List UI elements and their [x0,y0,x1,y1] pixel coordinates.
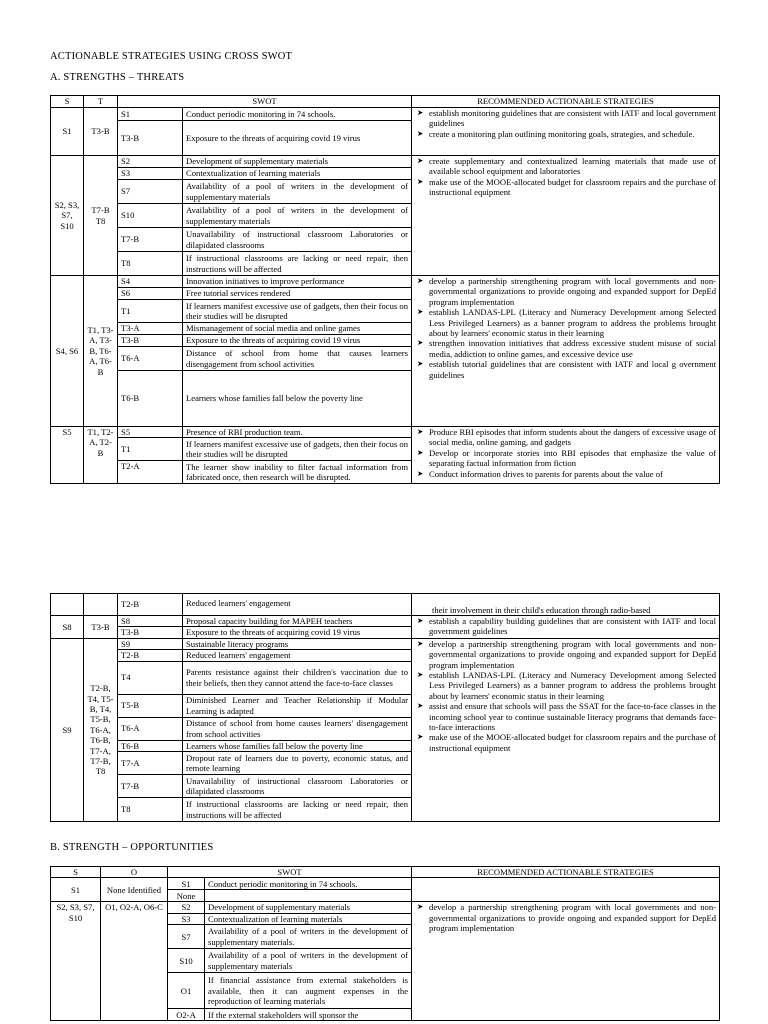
desc-cell: If the external stakeholders will sponsor the [205,1009,412,1021]
desc-cell: Reduced learners' engagement [183,650,412,661]
strategy-item: ➤ strengthen innovation initiatives that address excessive student misuse of social media, addiction to online games, and excessive device use [415,338,716,359]
desc-cell: If instructional classrooms are lacking or need repair, then instructions will be affected [183,798,412,822]
group-s-cell: S2, S3, S7, S10 [51,156,84,276]
desc-cell: Diminished Learner and Teacher Relationship if Modular Learning is adapted [183,694,412,717]
desc-cell: Availability of a pool of writers in the development of supplementary materials [183,180,412,204]
strategy-item: ➤ Produce RBI episodes that inform students about the dangers of excessive usage of social media, online gaming, and gadgets [415,427,716,448]
header-s: S [51,96,84,108]
desc-cell: Innovation initiatives to improve performance [183,276,412,288]
header-recommended: RECOMMENDED ACTIONABLE STRATEGIES [412,867,720,878]
desc-cell: Presence of RBI production team. [183,427,412,438]
strategies-cell [412,638,720,821]
header-recommended: RECOMMENDED ACTIONABLE STRATEGIES [412,96,720,108]
header-o: O [101,867,168,878]
desc-cell: Contextualization of learning materials [183,168,412,180]
code-cell: T6-B [118,740,183,751]
desc-cell: Exposure to the threats of acquiring covid 19 virus [183,121,412,156]
desc-cell: Exposure to the threats of acquiring covid 19 virus [183,627,412,638]
group-t-cell: T3-B [84,616,118,639]
table-row [51,156,720,168]
strategy-item: ➤ Conduct information drives to parents for parents about the value of [415,469,716,479]
code-cell: T2-B [118,650,183,661]
code-cell: T7-B [118,228,183,252]
desc-cell: Learners whose families fall below the poverty line [183,371,412,427]
desc-cell: Distance of school from home that causes learners disengagement from school activities [183,347,412,371]
group-t-cell: T1, T3-A, T3-B, T6-A, T6-B [84,276,118,427]
desc-cell: If learners manifest excessive use of gadgets, then their focus on their studies will be disrupted [183,438,412,461]
table-row [51,108,720,121]
code-cell: S8 [118,616,183,627]
strategy-item: ➤ develop a partnership strengthening program with local governments and non-governmental organizations to provide ongoing and expanded support for DepEd program implementation [415,902,716,933]
desc-cell: Parents resistance against their children's vaccination due to their beliefs, then they cannot attend the face-to-face classes [183,661,412,694]
group-o-cell: O1, O2-A, O6-C [101,902,168,1021]
desc-cell: Unavailability of instructional classroom Laboratories or dilapidated classrooms [183,775,412,798]
group-t-cell: T2-B, T4, T5-B, T4, T5-B, T6-A, T6-B, T7-A, T7-B, T8 [84,638,118,821]
desc-cell: If instructional classrooms are lacking or need repair, then instructions will be affected [183,252,412,276]
code-cell: O1 [168,973,205,1009]
strategy-item: ➤ establish tutorial guidelines that are consistent with IATF and local g overnment guidelines [415,359,716,380]
strategies-cell [412,902,720,1021]
strategies-cell [412,156,720,276]
code-cell: S6 [118,288,183,300]
group-t-cell [84,594,118,616]
strengths-threats-table [50,95,720,484]
strategy-item: ➤ develop a partnership strengthening program with local governments and non-governmental organizations to provide ongoing and expanded support for DepEd program implementation [415,276,716,307]
group-s-cell: S4, S6 [51,276,84,427]
table-row [51,616,720,627]
desc-cell: If financial assistance from external stakeholders is available, then it can augment expenses in the reproduction of learning materials [205,973,412,1009]
strategy-item: ➤ establish LANDAS-LPL (Literacy and Numeracy Development among Selected Less Privileged Learners) as a banner program to address the problems brought about by learners' economic status in their learning [415,307,716,338]
code-cell: S3 [168,913,205,924]
code-cell: S10 [118,204,183,228]
desc-cell: Availability of a pool of writers in the development of supplementary materials [205,949,412,973]
strategies-cell [412,878,720,902]
desc-cell [205,890,412,902]
desc-cell: Learners whose families fall below the poverty line [183,740,412,751]
desc-cell: Development of supplementary materials [183,156,412,168]
strategy-item: ➤ create supplementary and contextualized learning materials that made use of available school equipment and laboratories [415,156,716,177]
desc-cell: Contextualization of learning materials [205,913,412,924]
code-cell: T2-A [118,461,183,484]
code-cell: T3-B [118,121,183,156]
strategy-item: ➤ establish monitoring guidelines that are consistent with IATF and local government guidelines [415,108,716,129]
code-cell: S2 [168,902,205,913]
code-cell: O2-A [168,1009,205,1021]
desc-cell: Mismanagement of social media and online games [183,323,412,335]
code-cell: S4 [118,276,183,288]
table-row [51,427,720,438]
desc-cell: Exposure to the threats of acquiring covid 19 virus [183,335,412,347]
desc-cell: Dropout rate of learners due to poverty, economic status, and remote learning [183,752,412,775]
code-cell: S10 [168,949,205,973]
code-cell: T6-A [118,717,183,740]
table-row [51,878,720,890]
group-s-cell: S1 [51,878,101,902]
group-s-cell: S2, S3, S7, S10 [51,902,101,1021]
code-cell: T1 [118,438,183,461]
code-cell: T4 [118,661,183,694]
desc-cell: Unavailability of instructional classroom Laboratories or dilapidated classrooms [183,228,412,252]
strategy-item: ➤ make use of the MOOE-allocated budget for classroom repairs and the purchase of instructional equipment [415,177,716,198]
strategy-item: ➤ establish LANDAS-LPL (Literacy and Numeracy Development among Selected Less Privileged Learners) as a banner program to address the problems brought about by learners' economic status in their learning [415,670,716,701]
code-cell: T3-A [118,323,183,335]
code-cell: T6-A [118,347,183,371]
strategy-item: ➤ assist and ensure that schools will pass the SSAT for the face-to-face classes in the incoming school year to continue sustainable literacy programs that demands face-to-face interactions [415,701,716,732]
group-t-cell: T7-B T8 [84,156,118,276]
desc-cell: Conduct periodic monitoring in 74 schools. [205,878,412,890]
code-cell: S5 [118,427,183,438]
desc-cell: Development of supplementary materials [205,902,412,913]
section-b-title: B. STRENGTH – OPPORTUNITIES [50,842,214,853]
header-s: S [51,867,101,878]
group-t-cell: T3-B [84,108,118,156]
strategies-cell [412,108,720,156]
code-cell: T8 [118,252,183,276]
code-cell: T7-B [118,775,183,798]
header-swot: SWOT [168,867,412,878]
group-o-cell: None Identified [101,878,168,902]
section-a-title: A. STRENGTHS – THREATS [50,72,185,83]
code-cell: T6-B [118,371,183,427]
desc-cell: Conduct periodic monitoring in 74 schools. [183,108,412,121]
code-cell: T8 [118,798,183,822]
group-t-cell: T1, T2-A, T2-B [84,427,118,484]
code-cell: S3 [118,168,183,180]
strategies-cell [412,616,720,639]
strategies-cell [412,276,720,427]
table-row [51,594,720,616]
strategy-item: ➤ establish a capability building guidelines that are consistent with IATF and local government guidelines [415,616,716,637]
document-title: ACTIONABLE STRATEGIES USING CROSS SWOT [50,51,293,62]
code-cell: S9 [118,638,183,649]
table-row [51,276,720,288]
strategy-item: ➤ Develop or incorporate stories into RBI episodes that emphasize the value of separating factual information from fiction [415,448,716,469]
header-swot: SWOT [118,96,412,108]
strategy-continuation: their involvement in their child's education through radio-based [412,594,720,616]
code-cell: S7 [118,180,183,204]
group-s-cell: S8 [51,616,84,639]
group-s-cell [51,594,84,616]
desc-cell: Availability of a pool of writers in the development of supplementary materials. [205,925,412,949]
code-cell: T5-B [118,694,183,717]
desc-cell: Availability of a pool of writers in the development of supplementary materials [183,204,412,228]
desc-cell: Distance of school from home causes learners' disengagement from school activities [183,717,412,740]
code-cell: S2 [118,156,183,168]
code-cell: T7-A [118,752,183,775]
desc-cell: Free tutorial services rendered [183,288,412,300]
code-cell: T2-B [118,594,183,616]
desc-cell: Reduced learners' engagement [183,594,412,616]
strategies-cell [412,427,720,484]
group-s-cell: S1 [51,108,84,156]
code-cell: S1 [118,108,183,121]
code-cell: S7 [168,925,205,949]
table-row [51,638,720,649]
group-s-cell: S5 [51,427,84,484]
table-row [51,902,720,913]
strategy-item: ➤ develop a partnership strengthening program with local governments and non-governmental organizations to provide ongoing and expanded support for DepEd program implementation [415,639,716,670]
code-cell: T1 [118,300,183,323]
code-cell: S1 [168,878,205,890]
code-cell: None [168,890,205,902]
strategy-item: ➤ make use of the MOOE-allocated budget for classroom repairs and the purchase of instructional equipment [415,732,716,753]
header-t: T [84,96,118,108]
desc-cell: If learners manifest excessive use of gadgets, then their focus on their studies will be disrupted [183,300,412,323]
desc-cell: The learner show inability to filter factual information from fabricated once, then research will be disrupted. [183,461,412,484]
strengths-threats-table-continued [50,593,720,822]
strategy-item: ➤ create a monitoring plan outlining monitoring goals, strategies, and schedule. [415,129,716,139]
desc-cell: Proposal capacity building for MAPEH teachers [183,616,412,627]
desc-cell: Sustainable literacy programs [183,638,412,649]
code-cell: T3-B [118,335,183,347]
group-s-cell: S9 [51,638,84,821]
code-cell: T3-B [118,627,183,638]
strength-opportunities-table [50,866,720,1021]
